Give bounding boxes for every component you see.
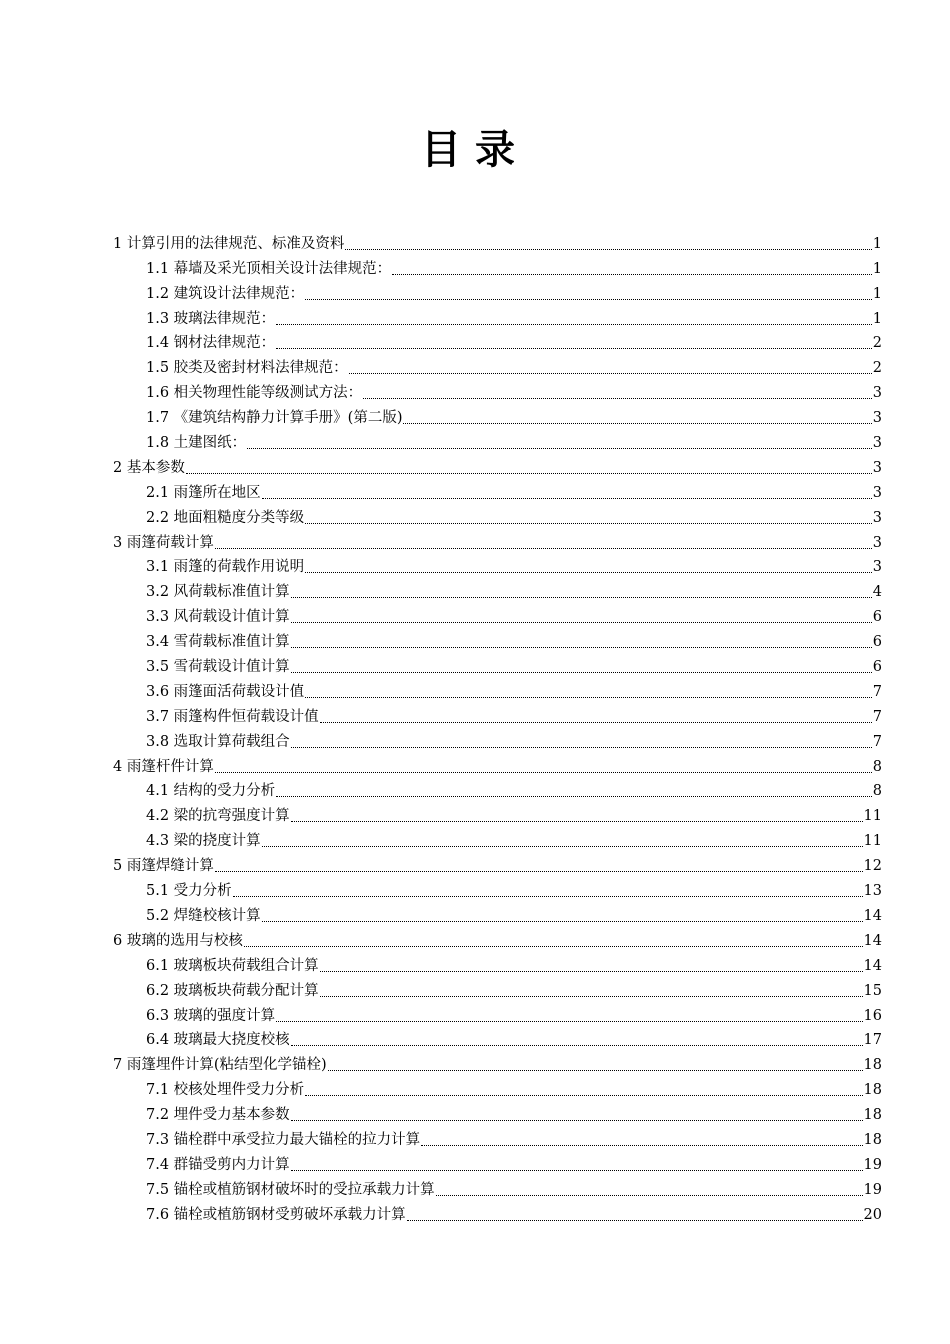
toc-section-entry[interactable]	[0, 976, 882, 1001]
toc-page-number: 8	[872, 783, 882, 800]
toc-page-number: 11	[863, 808, 882, 825]
toc-dot-leader	[186, 473, 872, 474]
toc-entry-label: 1.6 相关物理性能等级测试方法：	[146, 385, 363, 402]
toc-page-number: 3	[872, 509, 882, 526]
toc-entry-label: 1.8 土建图纸：	[146, 435, 247, 452]
toc-dot-leader	[328, 1070, 863, 1071]
toc-entry-label: 5 雨篷焊缝计算	[113, 858, 214, 875]
toc-chapter-entry[interactable]	[0, 851, 882, 876]
toc-page-number: 18	[863, 1107, 882, 1124]
toc-entry-label: 3.8 选取计算荷载组合	[146, 733, 290, 750]
toc-entry-label: 4.2 梁的抗弯强度计算	[146, 808, 290, 825]
toc-dot-leader	[320, 971, 863, 972]
toc-entry-label: 7.6 锚栓或植筋钢材受剪破坏承载力计算	[146, 1206, 406, 1223]
toc-page-number: 19	[863, 1156, 882, 1173]
toc-entry-label: 1.5 胶类及密封材料法律规范：	[146, 360, 348, 377]
toc-dot-leader	[320, 996, 863, 997]
toc-section-entry[interactable]	[0, 677, 882, 702]
toc-entry-label: 2 基本参数	[113, 459, 185, 476]
toc-entry-label: 7.3 锚栓群中承受拉力最大锚栓的拉力计算	[146, 1131, 421, 1148]
toc-page-number: 13	[863, 883, 882, 900]
toc-dot-leader	[305, 697, 872, 698]
toc-page-number: 3	[872, 484, 882, 501]
toc-dot-leader	[262, 498, 872, 499]
toc-page-number: 1	[872, 235, 882, 252]
toc-dot-leader	[403, 423, 871, 424]
toc-entry-label: 6 玻璃的选用与校核	[113, 932, 243, 949]
toc-section-entry[interactable]	[0, 1075, 882, 1100]
toc-section-entry[interactable]	[0, 1001, 882, 1026]
toc-dot-leader	[305, 523, 872, 524]
toc-page-number: 7	[872, 733, 882, 750]
toc-dot-leader	[262, 846, 863, 847]
toc-entry-label: 7.1 校核处埋件受力分析	[146, 1082, 305, 1099]
toc-dot-leader	[291, 597, 872, 598]
toc-entry-label: 7.2 埋件受力基本参数	[146, 1107, 290, 1124]
toc-page-number: 6	[872, 609, 882, 626]
toc-section-entry[interactable]	[0, 428, 882, 453]
toc-entry-label: 1.7 《建筑结构静力计算手册》(第二版)	[146, 410, 403, 427]
toc-dot-leader	[363, 398, 872, 399]
toc-entry-label: 2.2 地面粗糙度分类等级	[146, 509, 305, 526]
toc-page-number: 1	[872, 260, 882, 277]
toc-entry-label: 7.5 锚栓或植筋钢材破坏时的受拉承载力计算	[146, 1181, 435, 1198]
toc-page-number: 19	[863, 1181, 882, 1198]
toc-section-entry[interactable]	[0, 801, 882, 826]
toc-page-number: 2	[872, 360, 882, 377]
toc-section-entry[interactable]	[0, 901, 882, 926]
toc-entry-label: 1.1 幕墙及采光顶相关设计法律规范：	[146, 260, 392, 277]
toc-page-number: 16	[863, 1007, 882, 1024]
toc-dot-leader	[305, 1095, 862, 1096]
toc-section-entry[interactable]	[0, 553, 882, 578]
toc-entry-label: 1 计算引用的法律规范、标准及资料	[113, 235, 345, 252]
toc-chapter-entry[interactable]	[0, 528, 882, 553]
toc-dot-leader	[305, 299, 872, 300]
toc-entry-label: 3.6 雨篷面活荷载设计值	[146, 683, 305, 700]
toc-section-entry[interactable]	[0, 1125, 882, 1150]
toc-section-entry[interactable]	[0, 777, 882, 802]
toc-dot-leader	[291, 1045, 863, 1046]
toc-dot-leader	[392, 274, 872, 275]
toc-entry-label: 6.3 玻璃的强度计算	[146, 1007, 276, 1024]
toc-page-number: 6	[872, 634, 882, 651]
toc-section-entry[interactable]	[0, 876, 882, 901]
toc-section-entry[interactable]	[0, 503, 882, 528]
toc-section-entry[interactable]	[0, 602, 882, 627]
toc-page-number: 3	[872, 459, 882, 476]
toc-section-entry[interactable]	[0, 727, 882, 752]
toc-entry-label: 3.5 雪荷载设计值计算	[146, 659, 290, 676]
toc-chapter-entry[interactable]	[0, 926, 882, 951]
toc-page-number: 14	[863, 932, 882, 949]
toc-entry-label: 6.4 玻璃最大挠度校核	[146, 1032, 290, 1049]
toc-section-entry[interactable]	[0, 378, 882, 403]
toc-entry-label: 3.1 雨篷的荷载作用说明	[146, 559, 305, 576]
toc-entry-label: 3 雨篷荷载计算	[113, 534, 214, 551]
toc-entry-label: 6.1 玻璃板块荷载组合计算	[146, 957, 319, 974]
toc-dot-leader	[247, 448, 872, 449]
toc-entry-label: 3.3 风荷载设计值计算	[146, 609, 290, 626]
toc-page-number: 18	[863, 1131, 882, 1148]
toc-page-number: 3	[872, 559, 882, 576]
toc-page-number: 20	[863, 1206, 882, 1223]
toc-page-number: 7	[872, 683, 882, 700]
toc-dot-leader	[291, 647, 872, 648]
toc-dot-leader	[244, 946, 863, 947]
toc-entry-label: 4.1 结构的受力分析	[146, 783, 276, 800]
toc-dot-leader	[276, 796, 872, 797]
toc-entry-label: 7.4 群锚受剪内力计算	[146, 1156, 290, 1173]
toc-section-entry[interactable]	[0, 353, 882, 378]
toc-section-entry[interactable]	[0, 627, 882, 652]
toc-entry-label: 4.3 梁的挠度计算	[146, 833, 261, 850]
toc-section-entry[interactable]	[0, 652, 882, 677]
toc-entry-label: 5.1 受力分析	[146, 883, 232, 900]
toc-entry-label: 1.4 钢材法律规范：	[146, 335, 276, 352]
toc-entry-label: 3.2 风荷载标准值计算	[146, 584, 290, 601]
toc-dot-leader	[291, 747, 872, 748]
toc-section-entry[interactable]	[0, 826, 882, 851]
toc-chapter-entry[interactable]	[0, 752, 882, 777]
toc-entry-label: 5.2 焊缝校核计算	[146, 907, 261, 924]
toc-dot-leader	[215, 548, 872, 549]
toc-page-number: 2	[872, 335, 882, 352]
toc-section-entry[interactable]	[0, 304, 882, 329]
toc-page-number: 11	[863, 833, 882, 850]
toc-dot-leader	[291, 1170, 863, 1171]
toc-section-entry[interactable]	[0, 1175, 882, 1200]
toc-section-entry[interactable]	[0, 577, 882, 602]
toc-chapter-entry[interactable]	[0, 453, 882, 478]
toc-entry-label: 1.2 建筑设计法律规范：	[146, 285, 305, 302]
toc-entry-label: 7 雨篷埋件计算(粘结型化学锚栓)	[113, 1057, 327, 1074]
table-of-contents	[0, 229, 950, 1225]
toc-dot-leader	[215, 871, 863, 872]
toc-dot-leader	[407, 1220, 863, 1221]
toc-section-entry[interactable]	[0, 1100, 882, 1125]
toc-dot-leader	[276, 348, 872, 349]
toc-page-number: 6	[872, 659, 882, 676]
toc-entry-label: 3.4 雪荷载标准值计算	[146, 634, 290, 651]
toc-dot-leader	[276, 324, 872, 325]
toc-dot-leader	[215, 772, 872, 773]
toc-dot-leader	[291, 672, 872, 673]
toc-page-number: 17	[863, 1032, 882, 1049]
toc-entry-label: 4 雨篷杆件计算	[113, 758, 214, 775]
toc-section-entry[interactable]	[0, 478, 882, 503]
toc-page-number: 12	[863, 858, 882, 875]
toc-entry-label: 1.3 玻璃法律规范：	[146, 310, 276, 327]
page-title: 目录	[421, 127, 529, 173]
toc-page-number: 3	[872, 435, 882, 452]
toc-page-number: 8	[872, 758, 882, 775]
toc-dot-leader	[349, 373, 872, 374]
toc-dot-leader	[291, 1120, 863, 1121]
toc-page-number: 4	[872, 584, 882, 601]
toc-section-entry[interactable]	[0, 702, 882, 727]
toc-dot-leader	[233, 896, 863, 897]
toc-page-number: 3	[872, 534, 882, 551]
toc-dot-leader	[421, 1145, 862, 1146]
toc-page-number: 1	[872, 285, 882, 302]
toc-section-entry[interactable]	[0, 254, 882, 279]
toc-section-entry[interactable]	[0, 1026, 882, 1051]
toc-section-entry[interactable]	[0, 951, 882, 976]
toc-dot-leader	[305, 572, 872, 573]
toc-section-entry[interactable]	[0, 1150, 882, 1175]
toc-chapter-entry[interactable]	[0, 1050, 882, 1075]
toc-dot-leader	[262, 921, 863, 922]
toc-section-entry[interactable]	[0, 279, 882, 304]
toc-chapter-entry[interactable]	[0, 229, 882, 254]
toc-dot-leader	[436, 1195, 863, 1196]
toc-page-number: 15	[863, 982, 882, 999]
toc-page-number: 18	[863, 1082, 882, 1099]
toc-dot-leader	[345, 249, 871, 250]
toc-dot-leader	[276, 1021, 862, 1022]
toc-section-entry[interactable]	[0, 1200, 882, 1225]
toc-section-entry[interactable]	[0, 403, 882, 428]
toc-section-entry[interactable]	[0, 329, 882, 354]
toc-page-number: 14	[863, 957, 882, 974]
toc-page-number: 7	[872, 708, 882, 725]
toc-dot-leader	[291, 821, 863, 822]
toc-dot-leader	[291, 622, 872, 623]
toc-page-number: 3	[872, 410, 882, 427]
toc-page-number: 3	[872, 385, 882, 402]
toc-entry-label: 6.2 玻璃板块荷载分配计算	[146, 982, 319, 999]
toc-page-number: 18	[863, 1057, 882, 1074]
toc-dot-leader	[320, 722, 872, 723]
toc-page-number: 1	[872, 310, 882, 327]
toc-entry-label: 2.1 雨篷所在地区	[146, 484, 261, 501]
toc-entry-label: 3.7 雨篷构件恒荷载设计值	[146, 708, 319, 725]
toc-page-number: 14	[863, 907, 882, 924]
